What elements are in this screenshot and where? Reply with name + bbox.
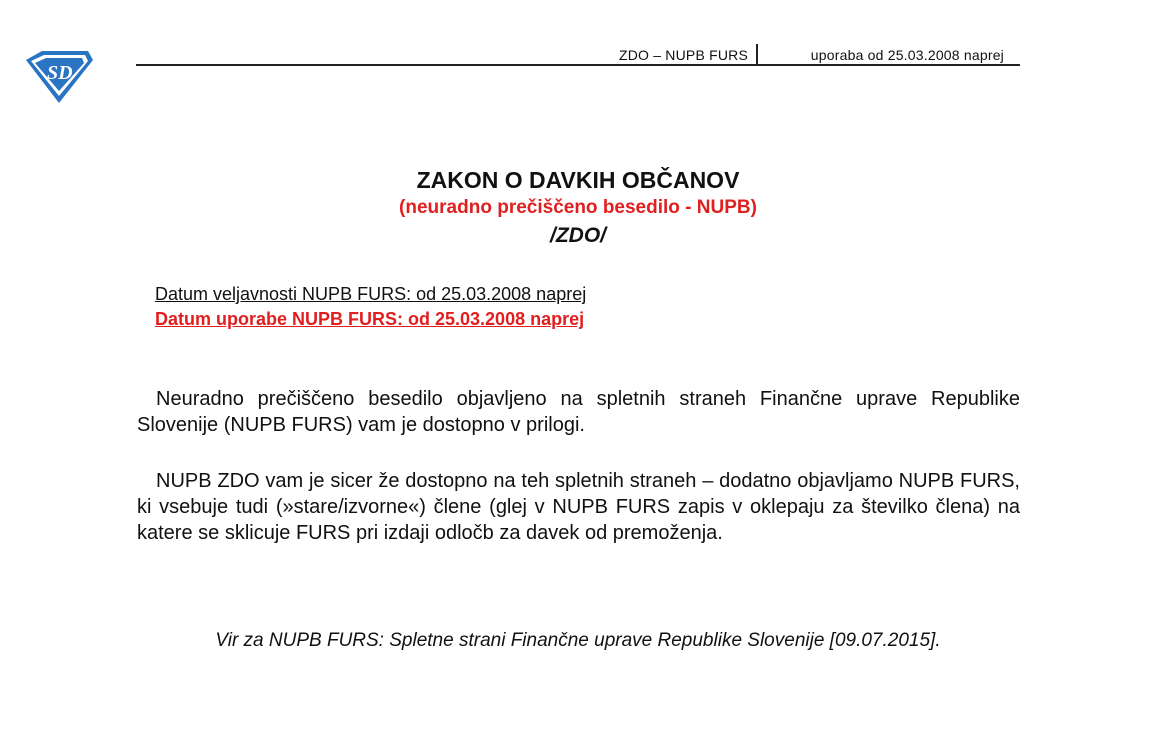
svg-text:SD: SD bbox=[47, 62, 73, 84]
dates-block bbox=[155, 282, 586, 332]
page-header bbox=[136, 44, 1020, 66]
title-block bbox=[136, 165, 1020, 251]
sd-shield-logo-icon bbox=[22, 48, 96, 104]
document-title: ZAKON O DAVKIH OBČANOV bbox=[416, 167, 740, 193]
paragraph-details: NUPB ZDO vam je sicer že dostopno na teh spletnih straneh – dodatno objavljamo NUPB FURS, ki vsebuje tudi (»stare/izvorne«) člene (glej v NUPB FURS zapis v oklepaju za številko člena) na katere se sklicuje FURS pri izdaji odločb za davek od premoženja. bbox=[137, 470, 1020, 544]
document-subtitle: (neuradno prečiščeno besedilo - NUPB) bbox=[399, 197, 757, 218]
validity-date: Datum veljavnosti NUPB FURS: od 25.03.2008 naprej bbox=[155, 284, 587, 304]
header-usage-date: uporaba od 25.03.2008 naprej bbox=[810, 47, 1004, 63]
source-note: Vir za NUPB FURS: Spletne strani Finančne uprave Republike Slovenije [09.07.2015]. bbox=[215, 630, 941, 651]
header-doc-ref: ZDO – NUPB FURS bbox=[618, 47, 748, 63]
document-abbreviation: /ZDO/ bbox=[550, 224, 606, 247]
paragraph-intro: Neuradno prečiščeno besedilo objavljeno na spletnih straneh Finančne uprave Republike Slovenije (NUPB FURS) vam je dostopno v prilogi. bbox=[137, 388, 1020, 436]
header-separator bbox=[756, 44, 758, 64]
usage-date: Datum uporabe NUPB FURS: od 25.03.2008 naprej bbox=[155, 309, 585, 329]
